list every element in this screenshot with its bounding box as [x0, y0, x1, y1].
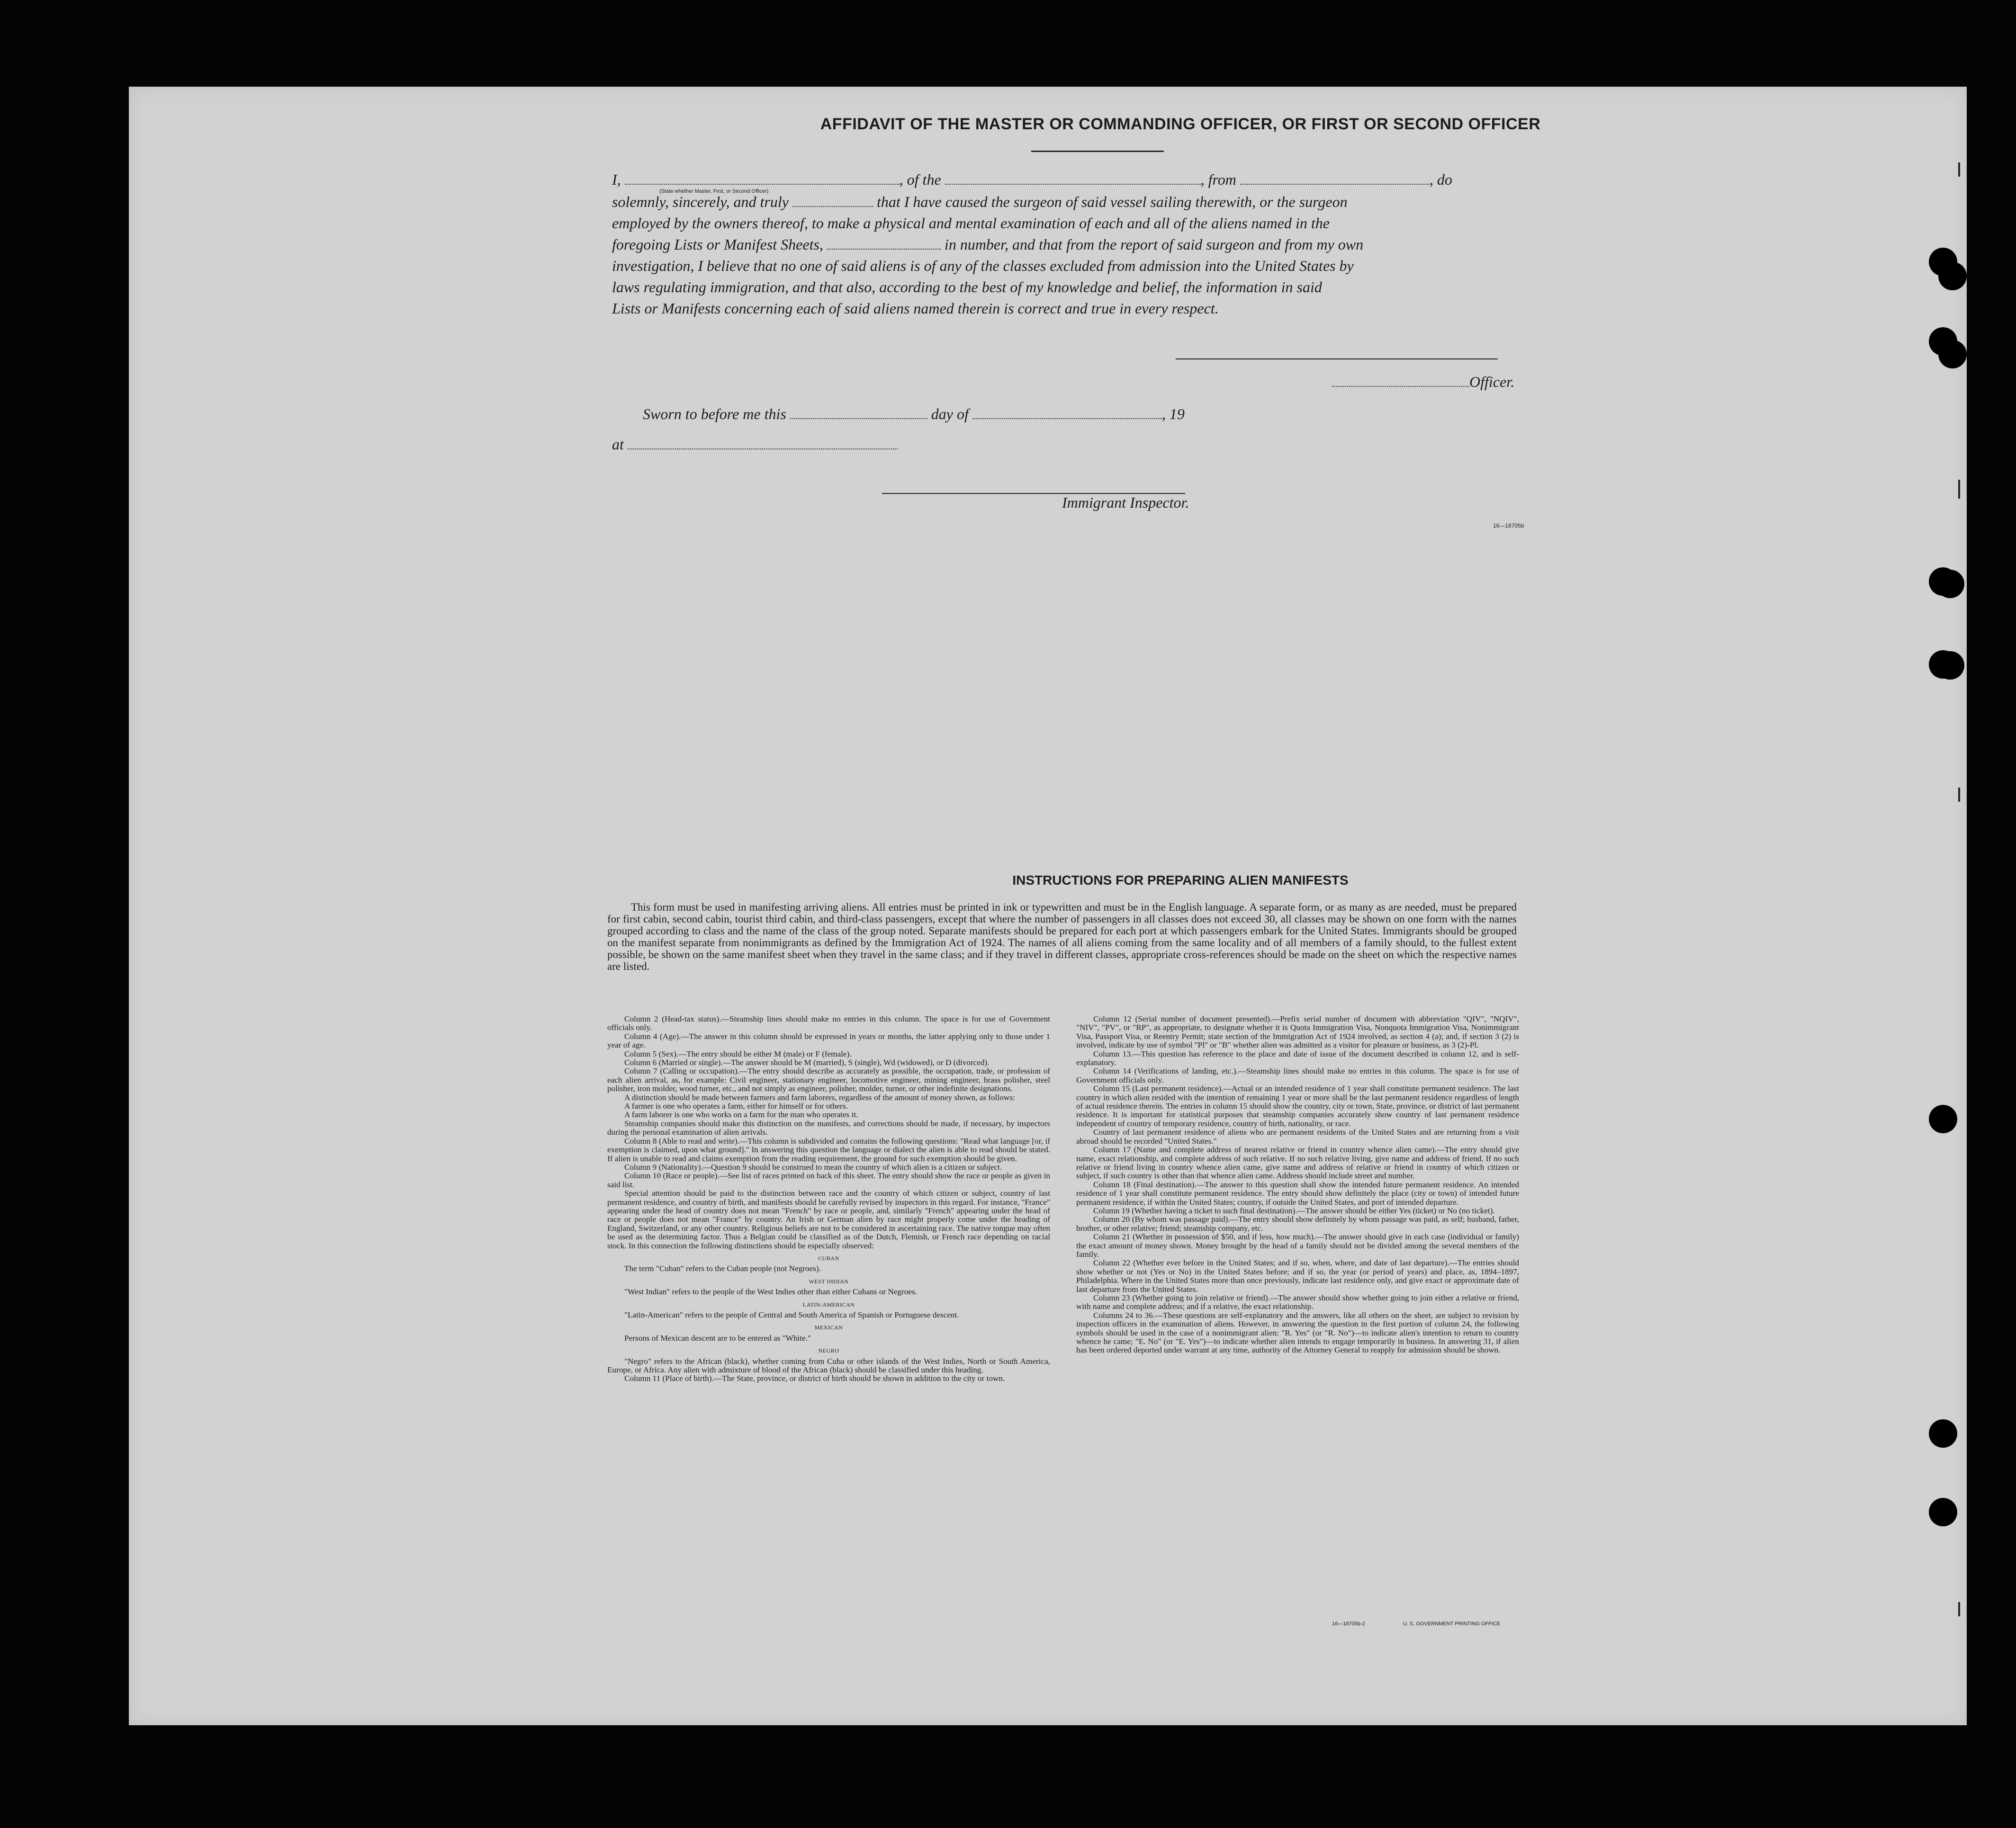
left-paragraph: A distinction should be made between farmers and farm laborers, regardless of the amount of money shown, as follows:	[624, 1093, 1015, 1102]
day-of-label: day of	[931, 405, 969, 422]
officer-signature-row	[1332, 373, 1569, 391]
sworn-row	[643, 405, 1566, 423]
at-label: at	[612, 436, 624, 453]
officer-name-blank[interactable]	[625, 172, 900, 185]
sworn-label: Sworn to before me this	[643, 405, 786, 422]
sworn-month-blank[interactable]	[972, 407, 1162, 419]
punch-hole	[1929, 1419, 1957, 1448]
inspector-label: Immigrant Inspector.	[1062, 494, 1189, 511]
left-paragraph: Column 2 (Head-tax status).—Steamship lines should make no entries in this column. The space is for use of Government officials only.	[607, 1014, 1050, 1032]
instructions-intro: This form must be used in manifesting arriving aliens. All entries must be printed in ink or typewritten and must be in the English language. A separate form, or as many as are needed, must be prepared for first cabin, second cabin, tourist third cabin, and third-class passengers, except that where the number of passengers in all classes does not exceed 30, all classes may be shown on one form with the names grouped according to class and the name of the class of the group noted. Separate manifests should be prepared for each port at which passengers embark for the United States. Immigrants should be grouped on the manifest separate from nonimmigrants as defined by the Immigration Act of 1924. The names of all aliens coming from the same locality and of all members of a family should, to the fullest extent possible, be shown on the same manifest sheet when they travel in the same class; and if they travel in different classes, appropriate cross-references should be made on the sheet on which the respective names are listed.	[607, 901, 1517, 972]
left-paragraph: Steamship companies should make this distinction on the manifests, and corrections should be made, if necessary, by inspectors during the personal examination of alien arrivals.	[607, 1119, 1050, 1137]
punch-hole	[1938, 340, 1967, 368]
affidavit-title: AFFIDAVIT OF THE MASTER OR COMMANDING OFFICER, OR FIRST OR SECOND OFFICER	[820, 115, 1541, 133]
punch-hole	[1938, 262, 1967, 290]
title-divider	[1031, 151, 1164, 152]
right-paragraph: Column 23 (Whether going to join relative or friend).—The answer should show whether going to join either a relative or friend, with name and complete address; and if a relative, the exact relationship.	[1076, 1293, 1519, 1311]
do-label: , do	[1429, 171, 1452, 188]
left-paragraph: Column 10 (Race or people).—See list of races printed on back of this sheet. The entry should show the race or people as given in said list.	[607, 1171, 1050, 1189]
affidavit-line-3: employed by the owners thereof, to make a physical and mental examination of each and all of the aliens named in the	[612, 215, 1330, 232]
manifest-sheet	[129, 87, 1967, 1725]
right-paragraph: Column 17 (Name and complete address of nearest relative or friend in country whence alien came).—The entry should give name, exact relationship, and complete address of such relative. If no such relative living, give name and address of friend. If no such relative or friend living in country whence alien came, give name and address of relative or friend in country of which citizen or subject, if such country is other than that whence alien came. Address should include street and number.	[1076, 1145, 1519, 1181]
margin-tick	[1958, 480, 1960, 499]
left-paragraph: Column 5 (Sex).—The entry should be either M (male) or F (female).	[624, 1049, 852, 1058]
left-paragraph: Column 4 (Age).—The answer in this column should be expressed in years or months, the latter applying only to those under 1 year of age.	[607, 1031, 1050, 1050]
instructions-title: INSTRUCTIONS FOR PREPARING ALIEN MANIFESTS	[1012, 873, 1349, 887]
affidavit-line-1	[612, 171, 1536, 188]
west-indian-text: "West Indian" refers to the people of the West Indies other than either Cubans or Negroes.	[624, 1287, 918, 1297]
instructions-right-column	[1076, 1015, 1519, 1355]
mexican-text: Persons of Mexican descent are to be entered as "White."	[624, 1333, 811, 1343]
left-paragraph: A farmer is one who operates a farm, either for himself or for others.	[624, 1102, 848, 1111]
right-paragraph: Column 21 (Whether in possession of $50, and if less, how much).—The answer should give in each case (individual or family) the exact amount of money shown. Money brought by the head of a family should not be divided among the several members of the family.	[1076, 1232, 1519, 1259]
right-paragraph: Column 19 (Whether having a ticket to such final destination).—The answer should be either Yes (ticket) or No (no ticket).	[1093, 1206, 1495, 1215]
left-paragraph: Column 9 (Nationality).—Question 9 should be construed to mean the country of which alien is a citizen or subject.	[624, 1162, 1002, 1172]
column-11-text: Column 11 (Place of birth).—The State, province, or district of birth should be shown in addition to the city or town.	[624, 1374, 1005, 1383]
officer-blank[interactable]	[1332, 375, 1469, 387]
line2-text-b: that I have caused the surgeon of said vessel sailing therewith, or the surgeon	[876, 193, 1348, 210]
footer-form-number: 16—18705b-2	[1332, 1621, 1365, 1627]
latin-american-heading: LATIN-AMERICAN	[802, 1301, 855, 1308]
margin-tick	[1958, 162, 1960, 177]
at-row	[612, 436, 1536, 453]
left-paragraph: Column 8 (Able to read and write).—This column is subdivided and contains the following questions: "Read what language [or, if exemption is claimed, upon what ground]." In answering this question the language or dialect the alien is able to read should be stated. If alien is unable to read and claims exemption from the reading requirement, the ground for such exemption should be given.	[607, 1136, 1050, 1163]
line4-text-b: in number, and that from the report of said surgeon and from my own	[944, 236, 1364, 253]
vessel-name-blank[interactable]	[945, 172, 1201, 185]
right-paragraph: Column 15 (Last permanent residence).—Actual or an intended residence of 1 year shall constitute permanent residence. The last country in which alien resided with the intention of remaining 1 year or more shall be the last permanent residence regardless of length of actual residence therein. The entries in column 15 should show the country, city or town, State, province, or district of last permanent residence. It is important for statistical purposes that steamship companies accurately show country of last permanent residence independent of country of temporary residence, country of birth, nationality, or race.	[1076, 1084, 1519, 1128]
right-paragraph: Column 12 (Serial number of document presented).—Prefix serial number of document with abbreviation "QIV", "NQIV", "NIV", "PV", or "RP", as appropriate, to designate whether it is Quota Immigration Visa, Nonquota Immigration Visa, Nonimmigrant Visa, Passport Visa, or Reentry Permit; state section of the Immigration Act of 1924 involved, as section 4 (a); and, if section 3 (2) is involved, indicate by use of symbol "Pl" or "B" whether alien was admitted as a visitor for pleasure or business, as 3 (2)-Pl.	[1076, 1014, 1519, 1050]
line2-text-a: solemnly, sincerely, and truly	[612, 193, 789, 210]
negro-text: "Negro" refers to the African (black), whether coming from Cuba or other islands of the West Indies, North or South America, Europe, or Africa. Any alien with admixture of blood of the African (black) should be classified under this heading.	[607, 1356, 1050, 1375]
left-paragraph: Column 7 (Calling or occupation).—The entry should describe as accurately as possible, the occupation, trade, or profession of each alien arrival, as, for example: Civil engineer, stationary engineer, locomotive engineer, mining engineer, brass polisher, steel polisher, iron molder, wood turner, etc., and not simply as engineer, polisher, molder, turner, or other indefinite designations.	[607, 1066, 1050, 1093]
affidavit-line-4	[612, 236, 1536, 253]
swear-blank[interactable]	[792, 195, 873, 207]
punch-hole	[1936, 570, 1964, 598]
footer-printer: U. S. GOVERNMENT PRINTING OFFICE	[1403, 1621, 1501, 1627]
negro-heading: NEGRO	[818, 1347, 839, 1354]
right-paragraph: Column 22 (Whether ever before in the United States; and if so, when, where, and date of last departure).—The entries should show whether or not (Yes or No) in the United States before; and if so, the year (or period of years) and place, as, 1894–1897, Philadelphia. Where in the United States more than once previously, indicate last residence only, and give exact or approximate date of last departure from the United States.	[1076, 1258, 1519, 1294]
left-paragraph: A farm laborer is one who works on a farm for the man who operates it.	[624, 1110, 858, 1120]
margin-tick	[1958, 1602, 1960, 1616]
year-label: , 19	[1161, 405, 1185, 422]
right-paragraph: Columns 24 to 36.—These questions are self-explanatory and the answers, like all others on the sheet, are subject to revision by inspection officers in the examination of aliens. However, in answering the question in the first portion of column 24, the following symbols should be used in the case of a nonimmigrant alien: "R. Yes" (or "R. No")—to indicate alien's intention to return to country whence he came; "E. No" (or "E. Yes")—to indicate whether alien intends to engage temporarily in business. In answering 31, if alien has been ordered deported under warrant at any time, authority of the Attorney General to reapply for admission should be shown.	[1076, 1310, 1519, 1355]
latin-american-text: "Latin-American" refers to the people of Central and South America of Spanish or Portuguese descent.	[624, 1310, 959, 1319]
officer-rank-note: (State whether Master, First, or Second Officer)	[659, 188, 769, 194]
instructions-left-column	[607, 1015, 1050, 1383]
sheet-count-blank[interactable]	[827, 237, 941, 250]
affidavit-line-2	[612, 193, 1536, 211]
i-label: I,	[612, 171, 621, 188]
place-blank[interactable]	[628, 437, 898, 449]
punch-hole	[1929, 1105, 1957, 1133]
margin-tick	[1958, 788, 1960, 802]
right-paragraph: Column 13.—This question has reference to the place and date of issue of the document described in column 12, and is self-explanatory.	[1076, 1049, 1519, 1067]
cuban-text: The term "Cuban" refers to the Cuban people (not Negroes).	[624, 1264, 821, 1273]
punch-hole	[1936, 651, 1964, 680]
right-paragraph: Column 14 (Verifications of landing, etc.).—Steamship lines should make no entries in this column. The space is for use of Government officials only.	[1076, 1066, 1519, 1084]
signature-line[interactable]	[1176, 358, 1498, 359]
right-paragraph: Column 18 (Final destination).—The answer to this question shall show the intended future permanent residence. An intended residence of 1 year shall constitute permanent residence. The entry should show definitely the place (city or town) of intended future permanent residence, if within the United States; country, if outside the United States, and port of intended departure.	[1076, 1180, 1519, 1207]
officer-label: Officer.	[1469, 373, 1515, 390]
line4-text-a: foregoing Lists or Manifest Sheets,	[612, 236, 823, 253]
affidavit-line-5: investigation, I believe that no one of said aliens is of any of the classes excluded from admission into the United States by	[612, 257, 1354, 274]
of-the-label: , of the	[899, 171, 941, 188]
west-indian-heading: WEST INDIAN	[809, 1278, 849, 1285]
mexican-heading: MEXICAN	[814, 1324, 843, 1331]
affidavit-line-6: laws regulating immigration, and that also, according to the best of my knowledge and belief, the information in said	[612, 278, 1322, 296]
punch-hole	[1929, 1498, 1957, 1526]
port-from-blank[interactable]	[1240, 172, 1430, 185]
sworn-day-blank[interactable]	[790, 407, 927, 419]
form-number: 16—18705b	[1493, 522, 1524, 529]
right-paragraph: Column 20 (By whom was passage paid).—The entry should show definitely by whom passage was paid, as self; husband, father, brother, or other relative; friend; steamship company, etc.	[1076, 1215, 1519, 1233]
left-paragraph: Special attention should be paid to the distinction between race and the country of which citizen or subject, country of last permanent residence, and country of birth, and manifests should be carefully revised by inspectors in this regard. For instance, "France" appearing under the head of country does not mean "French" by race or people, and, similarly "French" appearing under the head of race or people does not mean "France" by country. An Irish or German alien by race might properly come under the heading of England, Switzerland, or any other country. Religious beliefs are not to be considered in ascertaining race. The native tongue may often be used as the determining factor. Thus a Belgian could be classified as of the Dutch, Flemish, or French race depending on racial stock. In this connection the following distinctions should be especially observed:	[607, 1189, 1050, 1250]
affidavit-line-7: Lists or Manifests concerning each of said aliens named therein is correct and true in every respect.	[612, 300, 1219, 317]
cuban-heading: CUBAN	[818, 1255, 839, 1262]
right-paragraph: Country of last permanent residence of aliens who are permanent residents of the United States and are returning from a visit abroad should be recorded "United States."	[1076, 1128, 1519, 1146]
from-label: , from	[1200, 171, 1236, 188]
left-paragraph: Column 6 (Married or single).—The answer should be M (married), S (single), Wd (widowed), or D (divorced).	[624, 1058, 990, 1067]
